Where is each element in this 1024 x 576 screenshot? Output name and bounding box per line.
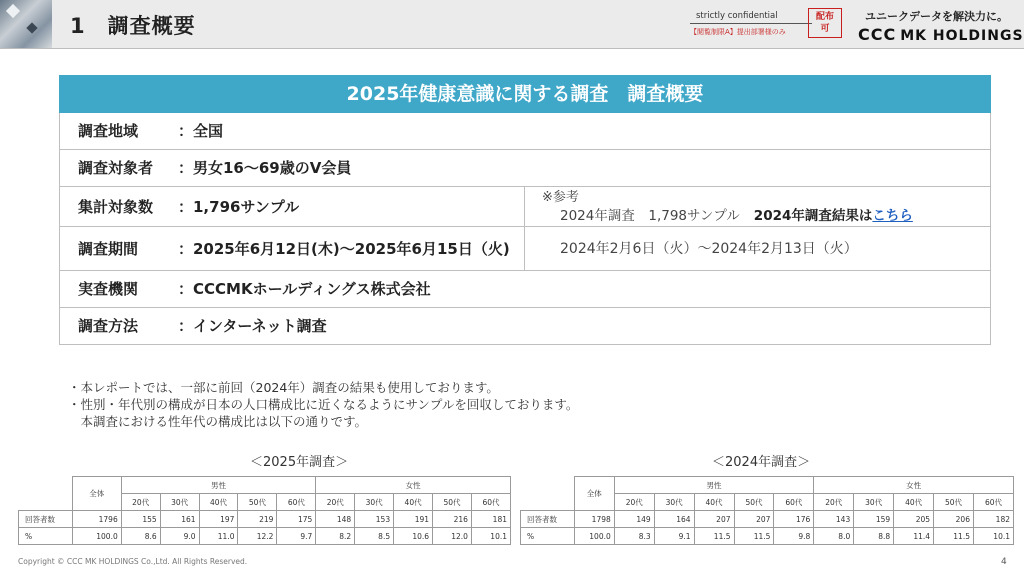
age-header: 40代 — [394, 494, 433, 511]
female-cell: 11.4 — [894, 528, 934, 545]
age-header: 40代 — [894, 494, 934, 511]
female-cell: 10.6 — [394, 528, 433, 545]
female-cell: 143 — [814, 511, 854, 528]
male-cell: 149 — [614, 511, 654, 528]
female-cell: 159 — [854, 511, 894, 528]
male-cell: 8.3 — [614, 528, 654, 545]
row-label: 実査機関 — [78, 280, 139, 298]
row-value: ：全国 — [178, 122, 224, 140]
note-line: ・本レポートでは、一部に前回（2024年）調査の結果も使用しております。 — [68, 380, 499, 395]
age-header: 60代 — [973, 494, 1013, 511]
female-cell: 8.0 — [814, 528, 854, 545]
survey-overview-panel — [59, 75, 991, 345]
male-cell: 175 — [277, 511, 316, 528]
table-row — [521, 528, 1014, 545]
male-header: 男性 — [121, 477, 316, 494]
male-cell: 219 — [238, 511, 277, 528]
age-header: 20代 — [316, 494, 355, 511]
row-period — [59, 227, 991, 271]
age-header: 60代 — [471, 494, 510, 511]
age-header: 30代 — [355, 494, 394, 511]
female-cell: 11.5 — [934, 528, 974, 545]
distribution-table-2024 — [520, 476, 1014, 545]
female-cell: 10.1 — [973, 528, 1013, 545]
row-value: ：CCCMKホールディングス株式会社 — [178, 280, 431, 298]
male-cell: 9.0 — [160, 528, 199, 545]
female-cell: 181 — [471, 511, 510, 528]
female-header: 女性 — [814, 477, 1014, 494]
row-header: % — [521, 528, 575, 545]
row-header: % — [19, 528, 73, 545]
logo-ccc: CCC — [858, 25, 897, 44]
notes — [68, 379, 578, 430]
female-cell: 8.5 — [355, 528, 394, 545]
row-label: 調査対象者 — [78, 159, 154, 177]
age-header: 20代 — [814, 494, 854, 511]
male-cell: 161 — [160, 511, 199, 528]
age-header: 20代 — [614, 494, 654, 511]
age-header: 50代 — [238, 494, 277, 511]
age-header: 60代 — [277, 494, 316, 511]
total-cell: 1796 — [72, 511, 121, 528]
age-header: 40代 — [694, 494, 734, 511]
row-target — [59, 150, 991, 187]
table-row — [19, 528, 511, 545]
male-cell: 9.7 — [277, 528, 316, 545]
table-2024-title: ＜2024年調査＞ — [712, 455, 811, 470]
row-header: 回答者数 — [19, 511, 73, 528]
male-cell: 164 — [654, 511, 694, 528]
male-cell: 176 — [774, 511, 814, 528]
age-header: 30代 — [160, 494, 199, 511]
male-cell: 155 — [121, 511, 160, 528]
male-header: 男性 — [614, 477, 814, 494]
prev-result-link[interactable]: こちら — [872, 208, 913, 224]
section-number: 1 — [70, 14, 86, 38]
prev-period: 2024年2月6日（火）〜2024年2月13日（火） — [560, 241, 858, 257]
row-header: 回答者数 — [521, 511, 575, 528]
row-divider — [524, 227, 525, 270]
female-cell: 12.0 — [433, 528, 472, 545]
row-method — [59, 308, 991, 345]
total-header: 全体 — [574, 477, 614, 511]
female-cell: 148 — [316, 511, 355, 528]
row-label: 調査期間 — [78, 240, 139, 258]
page-title — [70, 10, 196, 40]
age-header: 20代 — [121, 494, 160, 511]
note-line: 本調査における性年代の構成比は以下の通りです。 — [68, 414, 368, 429]
row-agency — [59, 271, 991, 308]
male-cell: 9.8 — [774, 528, 814, 545]
section-title: 調査概要 — [107, 14, 196, 38]
total-header: 全体 — [72, 477, 121, 511]
age-header: 40代 — [199, 494, 238, 511]
female-cell: 153 — [355, 511, 394, 528]
stamp-text: 配布可 — [815, 12, 834, 34]
table-row — [521, 511, 1014, 528]
female-cell: 191 — [394, 511, 433, 528]
male-cell: 207 — [694, 511, 734, 528]
male-cell: 197 — [199, 511, 238, 528]
reference-note: ※参考 — [542, 190, 579, 205]
distribution-stamp — [808, 8, 842, 38]
note-line: ・性別・年代別の構成が日本の人口構成比に近くなるようにサンプルを回収しております。 — [68, 397, 579, 412]
age-header: 50代 — [934, 494, 974, 511]
confidential-label: strictly confidential — [690, 9, 812, 24]
copyright: Copyright © CCC MK HOLDINGS Co.,Ltd. All Rights Reserved. — [18, 557, 248, 566]
row-sample — [59, 187, 991, 227]
female-cell: 8.2 — [316, 528, 355, 545]
total-cell: 100.0 — [574, 528, 614, 545]
age-header: 50代 — [433, 494, 472, 511]
male-cell: 12.2 — [238, 528, 277, 545]
male-cell: 8.6 — [121, 528, 160, 545]
row-area — [59, 113, 991, 150]
female-cell: 205 — [894, 511, 934, 528]
company-tagline: ユニークデータを解決力に。 — [865, 10, 1008, 23]
page-number: 4 — [1001, 557, 1007, 567]
row-label: 調査方法 — [78, 317, 139, 335]
distribution-table-2025 — [18, 476, 511, 545]
male-cell: 9.1 — [654, 528, 694, 545]
corner-decoration-icon — [0, 0, 52, 48]
male-cell: 11.5 — [734, 528, 774, 545]
age-header: 60代 — [774, 494, 814, 511]
total-cell: 100.0 — [72, 528, 121, 545]
row-label: 調査地域 — [78, 122, 139, 140]
header-bar — [0, 0, 1024, 49]
row-label: 集計対象数 — [78, 198, 154, 216]
prev-result-text: 2024年調査結果は — [753, 208, 873, 224]
age-header: 50代 — [734, 494, 774, 511]
company-logo — [858, 25, 1024, 44]
total-cell: 1798 — [574, 511, 614, 528]
male-cell: 11.0 — [199, 528, 238, 545]
male-cell: 11.5 — [694, 528, 734, 545]
row-value: ：インターネット調査 — [178, 317, 327, 335]
female-cell: 8.8 — [854, 528, 894, 545]
male-cell: 207 — [734, 511, 774, 528]
panel-title: 2025年健康意識に関する調査 調査概要 — [59, 75, 991, 113]
female-header: 女性 — [316, 477, 511, 494]
female-cell: 206 — [934, 511, 974, 528]
reference-line — [560, 204, 913, 224]
age-header: 30代 — [854, 494, 894, 511]
female-cell: 10.1 — [471, 528, 510, 545]
age-header: 30代 — [654, 494, 694, 511]
table-row — [19, 511, 511, 528]
table-2025-title: ＜2025年調査＞ — [250, 455, 349, 470]
row-value: ：男女16〜69歳のV会員 — [178, 159, 352, 177]
row-divider — [524, 187, 525, 226]
restriction-label: 【閲覧制限A】提出部署様のみ — [690, 28, 786, 36]
row-value: ：1,796サンプル — [178, 198, 300, 216]
female-cell: 216 — [433, 511, 472, 528]
prev-sample: 2024年調査 1,798サンプル — [560, 208, 740, 224]
row-value: ：2025年6月12日(木)〜2025年6月15日（火) — [178, 240, 510, 258]
logo-text: MK HOLDINGS — [900, 28, 1024, 44]
female-cell: 182 — [973, 511, 1013, 528]
